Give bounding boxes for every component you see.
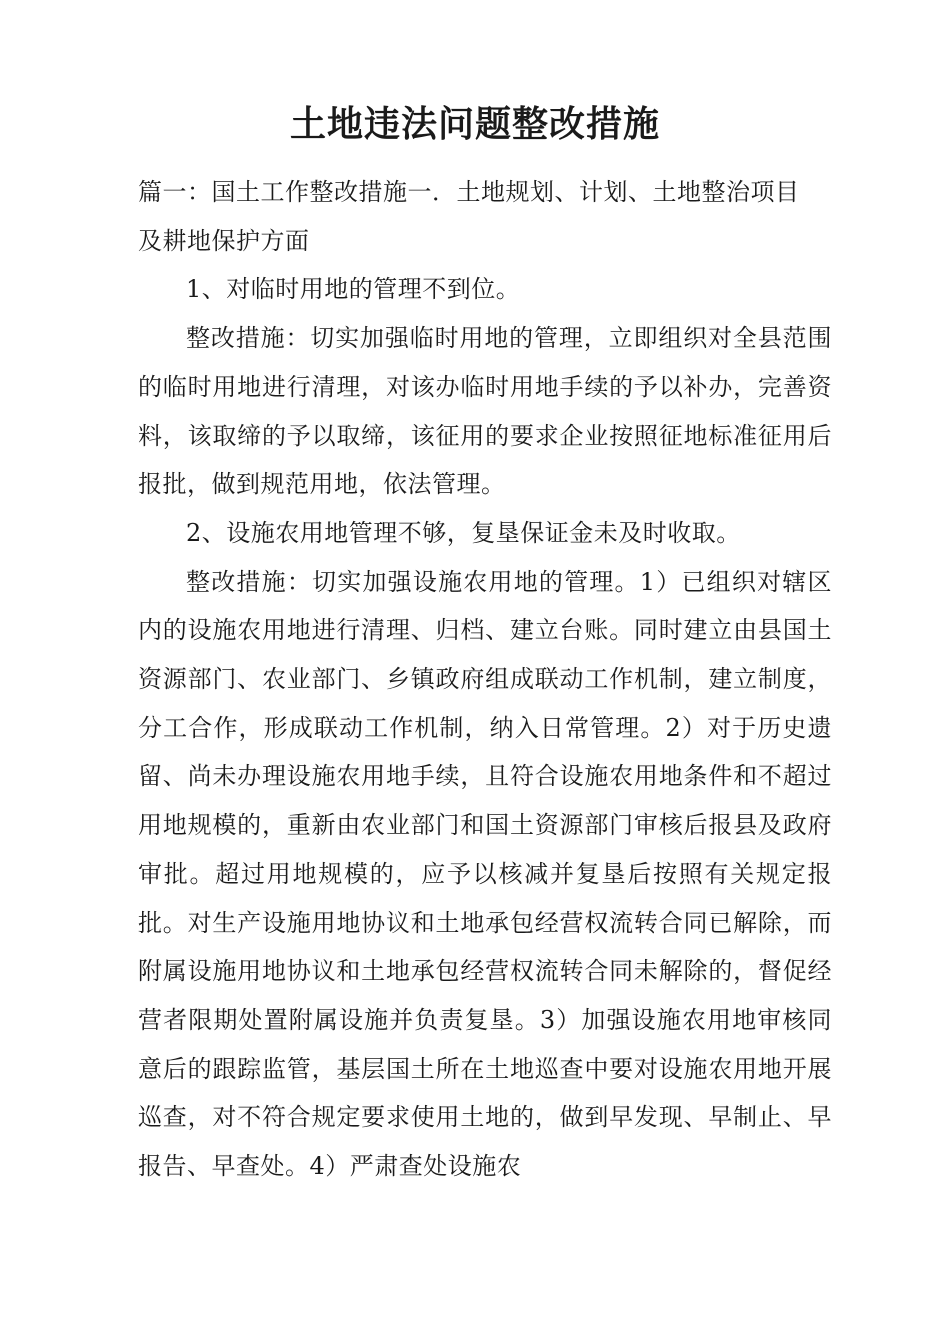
document-body [138, 168, 832, 1191]
measure-2: 整改措施：切实加强设施农用地的管理。1）已组织对辖区内的设施农用地进行清理、归档、建立台账。同时建立由县国土资源部门、农业部门、乡镇政府组成联动工作机制，建立制度，分工合作，形成联动工作机制，纳入日常管理。2）对于历史遗留、尚未办理设施农用地手续，且符合设施农用地条件和不超过用地规模的，重新由农业部门和国土资源部门审核后报县及政府审批。超过用地规模的，应予以核减并复垦后按照有关规定报批。对生产设施用地协议和土地承包经营权流转合同已解除，而附属设施用地协议和土地承包经营权流转合同未解除的，督促经营者限期处置附属设施并负责复垦。3）加强设施农用地审核同意后的跟踪监管，基层国土所在土地巡查中要对设施农用地开展巡查，对不符合规定要求使用土地的，做到早发现、早制止、早报告、早查处。4）严肃查处设施农 [138, 567, 832, 1181]
section-heading-line-2: 及耕地保护方面 [138, 226, 310, 255]
section-heading-line-1: 篇一：国土工作整改措施一．土地规划、计划、土地整治项目 [138, 178, 800, 206]
issue-2: 2、设施农用地管理不够，复垦保证金未及时收取。 [186, 518, 741, 547]
issue-1: 1、对临时用地的管理不到位。 [186, 275, 521, 304]
measure-1: 整改措施：切实加强临时用地的管理，立即组织对全县范围的临时用地进行清理，对该办临时用地手续的予以补办，完善资料，该取缔的予以取缔，该征用的要求企业按照征地标准征用后报批，做到规范用地，依法管理。 [138, 324, 832, 499]
document-title: 土地违法问题整改措施 [289, 104, 660, 145]
